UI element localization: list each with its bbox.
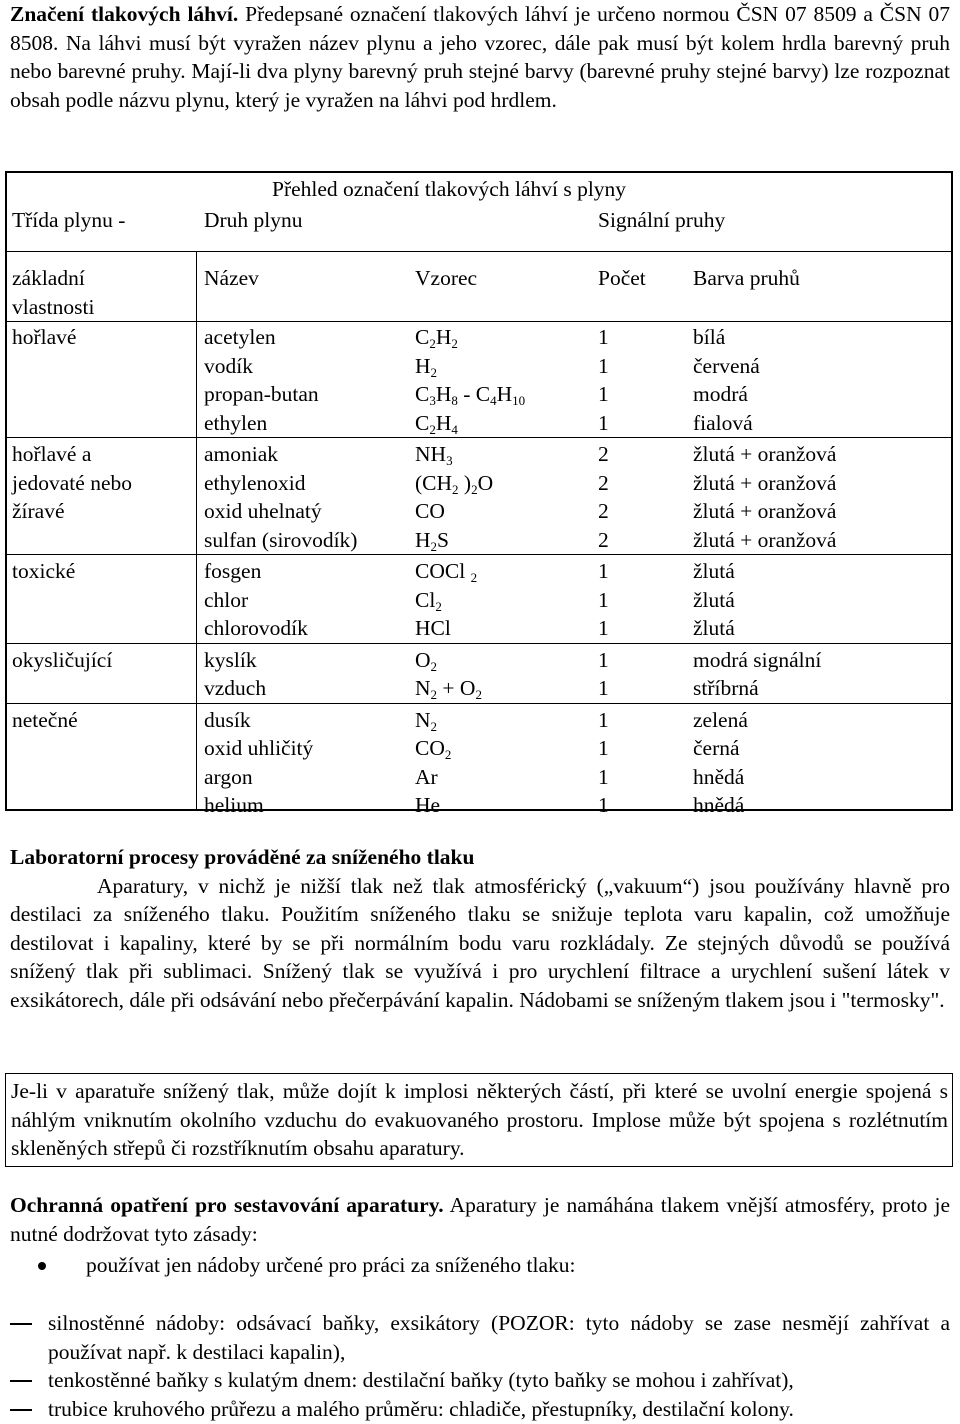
table-title: Přehled označení tlakových láhví s plyny	[272, 177, 627, 201]
stripe-color-line: červená	[693, 353, 760, 378]
stripe-color	[693, 646, 821, 703]
stripe-color-line: bílá	[693, 325, 726, 349]
stripe-color-line: žlutá	[693, 616, 735, 640]
stripe-count-line: 1	[598, 559, 609, 583]
row-divider	[7, 321, 951, 322]
group-divider	[7, 643, 951, 644]
group-divider	[7, 703, 951, 704]
stripe-color	[693, 706, 748, 820]
group-class	[12, 557, 75, 586]
stripe-count-line: 1	[598, 587, 609, 612]
stripe-color	[693, 323, 760, 437]
gas-formula-line: $C_3H_8 - C_4H_{10}$	[415, 382, 526, 408]
group-divider	[7, 437, 951, 438]
group-class-line: toxické	[12, 559, 76, 583]
gas-name	[204, 646, 266, 703]
intro-paragraph	[10, 0, 950, 114]
stripe-color-line: zelená	[693, 707, 748, 732]
gas-cylinder-table	[5, 171, 953, 817]
stripe-color-line: černá	[693, 736, 740, 760]
bullet-icon	[38, 1262, 46, 1270]
header-divider	[7, 251, 951, 252]
group-class-line: okysličující	[12, 647, 113, 672]
gas-formula-line: $Cl_2$	[415, 587, 442, 614]
subheader-name: Název	[204, 266, 259, 290]
gas-name-line: fosgen	[204, 559, 262, 583]
stripe-color-line: stříbrná	[693, 676, 759, 700]
gas-formula-line: $H_2S$	[415, 527, 449, 554]
bullet-text: používat jen nádoby určené pro práci za sníženého tlaku:	[86, 1253, 576, 1277]
warning-text: Je-li v aparatuře snížený tlak, může dojít k implosi některých částí, při které se uvolní energie spojená s náhlým vniknutím okolního vzduchu do evakuovaného prostoru. Implose může být spojena s rozlétnutím skleněných střepů či rozstříknutím obsahu aparatury.	[11, 1079, 948, 1160]
stripe-count-line: 1	[598, 382, 609, 406]
stripe-count-line: 2	[598, 499, 609, 523]
stripe-count	[598, 706, 609, 820]
safety-lead: Ochranná opatření pro sestavování aparatury.	[10, 1193, 444, 1217]
stripe-color-line: hnědá	[693, 793, 745, 817]
safety-text: Aparatury je namáhána tlakem vnější atmosféry, proto je nutné dodržovat tyto zásady:	[10, 1193, 951, 1246]
stripe-count-line: 1	[598, 793, 609, 817]
stripe-count-line: 1	[598, 736, 609, 760]
dash-icon	[10, 1380, 32, 1382]
stripe-count-line: 1	[598, 647, 609, 672]
gas-name-line: vodík	[204, 353, 253, 378]
gas-name-line: helium	[204, 793, 264, 817]
dash-item: silnostěnné nádoby: odsávací baňky, exsikátory (POZOR: tyto nádoby se zase nesmějí zahřívat a používat např. k destilaci kapalin),	[10, 1309, 950, 1366]
group-class	[12, 440, 132, 526]
gas-name	[204, 557, 308, 643]
gas-name-line: vzduch	[204, 676, 267, 700]
stripe-color	[693, 557, 735, 643]
stripe-color-line: žlutá	[693, 587, 735, 612]
gas-name-line: ethylenoxid	[204, 470, 306, 495]
group-class	[12, 323, 76, 352]
subheader-count: Počet	[598, 266, 646, 290]
dash-icon	[10, 1409, 32, 1411]
subheader-formula: Vzorec	[415, 266, 478, 290]
gas-name-line: argon	[204, 764, 253, 789]
lab-section	[10, 843, 950, 1014]
stripe-count	[598, 557, 609, 643]
header-class: Třída plynu -	[12, 208, 126, 232]
gas-name	[204, 323, 319, 437]
warning-box	[5, 1073, 953, 1167]
gas-formula-line: CO	[415, 499, 445, 523]
gas-formula-line: $NH_3$	[415, 442, 453, 468]
group-class-line: hořlavé	[12, 325, 77, 349]
gas-name-line: amoniak	[204, 442, 279, 466]
stripe-color-line: modrá signální	[693, 647, 822, 672]
intro-lead: Značení tlakových láhví.	[10, 2, 239, 26]
lab-heading: Laboratorní procesy prováděné za sníženého tlaku	[10, 845, 475, 869]
dash-item: trubice kruhového průřezu a malého průměru: chladiče, přestupníky, destilační kolony.	[10, 1395, 950, 1424]
stripe-color	[693, 440, 836, 554]
stripe-color-line: hnědá	[693, 764, 745, 789]
header-signal-stripes: Signální pruhy	[598, 208, 726, 232]
stripe-color-line: žlutá + oranžová	[693, 442, 837, 466]
lab-text: Aparatury, v nichž je nižší tlak než tlak atmosférický („vakuum“) jsou používány hlavně pro destilaci za sníženého tlaku. Použitím sníženého tlaku se snižuje teplota varu kapalin, což umožňuje destilovat i kapaliny, které by se při normálním bodu varu rozkládaly. Ze stejných důvodů se používá snížený tlak při sublimaci. Snížený tlak se využívá i pro urychlení filtrace a urychlení sušení látek v exsikátorech, dále při odsávání nebo přečerpávání kapalin. Nádobami se sníženým tlakem jsou i "termosky".	[10, 873, 950, 1012]
dash-item: tenkostěnné baňky s kulatým dnem: destilační baňky (tyto baňky se mohou i zahřívat),	[10, 1366, 950, 1395]
gas-formula	[415, 557, 477, 643]
gas-formula-line: Ar	[415, 764, 438, 789]
gas-formula	[415, 706, 451, 820]
stripe-count-line: 1	[598, 764, 609, 789]
gas-formula-line: COCl $_2$	[415, 559, 478, 585]
gas-name-line: chlorovodík	[204, 616, 308, 640]
stripe-count-line: 1	[598, 325, 609, 349]
stripe-count-line: 2	[598, 527, 609, 552]
stripe-count-line: 1	[598, 616, 609, 640]
stripe-color-line: žlutá	[693, 559, 735, 583]
gas-formula-line: $C_2H_2$	[415, 325, 458, 351]
header-gas-type: Druh plynu	[204, 208, 303, 232]
stripe-color-line: modrá	[693, 382, 748, 406]
gas-formula-line: $H_2$	[415, 353, 438, 380]
stripe-count	[598, 323, 609, 437]
subheader-color: Barva pruhů	[693, 266, 800, 290]
gas-formula-line: $N_2$	[415, 707, 438, 734]
gas-formula-line: $N_2 + O_2$	[415, 676, 482, 702]
gas-formula-line: $O_2$	[415, 647, 438, 674]
group-class-line: netečné	[12, 707, 78, 732]
stripe-count-line: 1	[598, 676, 609, 700]
stripe-count-line: 1	[598, 353, 609, 378]
gas-name-line: kyslík	[204, 647, 257, 672]
subheader-properties: základní vlastnosti	[12, 266, 95, 319]
stripe-count-line: 1	[598, 707, 609, 732]
group-divider	[7, 554, 951, 555]
group-class-line: jedovaté nebo	[12, 470, 132, 495]
gas-name	[204, 706, 313, 820]
group-class-line: žíravé	[12, 499, 65, 523]
stripe-count-line: 1	[598, 410, 609, 435]
stripe-count-line: 2	[598, 442, 609, 466]
gas-formula-line: $C_2H_4$	[415, 410, 458, 437]
gas-formula-line: ($CH_2$ )$_2O$	[415, 470, 494, 497]
gas-formula-line: $CO_2$	[415, 736, 452, 762]
gas-formula	[415, 323, 525, 437]
stripe-count-line: 2	[598, 470, 609, 495]
gas-name-line: acetylen	[204, 325, 276, 349]
gas-name-line: dusík	[204, 707, 251, 732]
gas-name	[204, 440, 357, 554]
group-class	[12, 706, 78, 735]
safety-paragraph	[10, 1191, 950, 1248]
stripe-count	[598, 440, 609, 554]
group-class-line: hořlavé a	[12, 442, 92, 466]
gas-name-line: ethylen	[204, 410, 268, 435]
stripe-color-line: žlutá + oranžová	[693, 470, 837, 495]
stripe-color-line: žlutá + oranžová	[693, 499, 837, 523]
gas-name-line: oxid uhelnatý	[204, 499, 322, 523]
column-divider	[196, 251, 197, 809]
stripe-count	[598, 646, 609, 703]
gas-formula-line: HCl	[415, 616, 451, 640]
stripe-color-line: fialová	[693, 410, 753, 435]
gas-formula-line: He	[415, 793, 441, 817]
gas-formula	[415, 646, 482, 703]
intro-text: Předepsané označení tlakových láhví je určeno normou ČSN 07 8509 a ČSN 07 8508. Na láhvi musí být vyražen název plynu a jeho vzorec, dále pak musí být kolem hrdla barevný pruh nebo barevné pruhy. Mají-li dva plyny barevný pruh stejné barvy (barevné pruhy stejné barvy) lze rozpoznat obsah podle názvu plynu, který je vyražen na láhvi pod hrdlem.	[10, 2, 951, 112]
stripe-color-line: žlutá + oranžová	[693, 527, 837, 552]
dash-list	[10, 1309, 950, 1423]
group-class	[12, 646, 112, 675]
dash-icon	[10, 1323, 32, 1325]
gas-formula	[415, 440, 493, 554]
gas-name-line: oxid uhličitý	[204, 736, 314, 760]
gas-name-line: propan-butan	[204, 382, 319, 406]
gas-name-line: sulfan (sirovodík)	[204, 527, 358, 552]
gas-name-line: chlor	[204, 587, 249, 612]
